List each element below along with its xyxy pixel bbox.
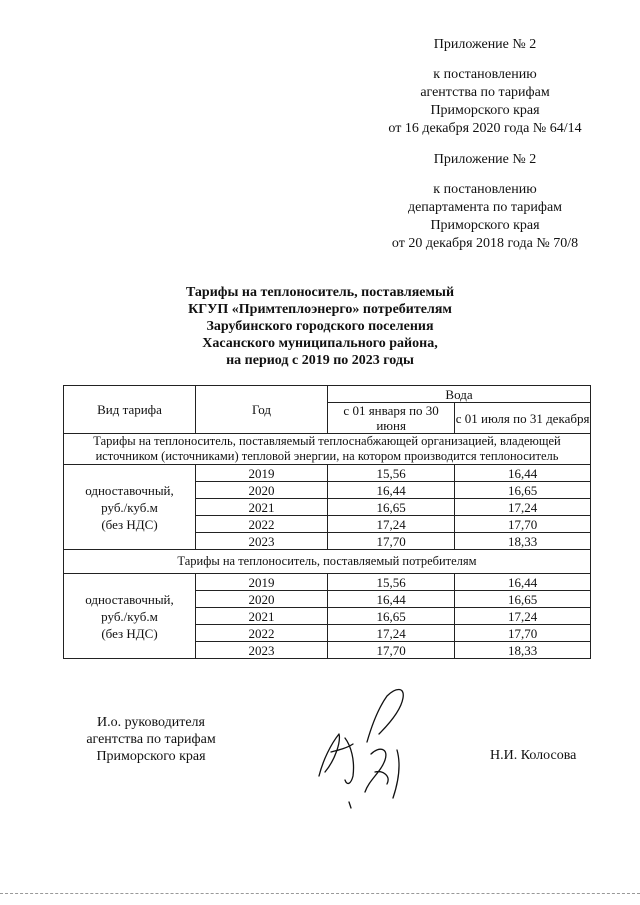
table-row — [64, 465, 591, 482]
tariff-value-cell: 18,33 — [455, 642, 591, 659]
appendix-line: от 20 декабря 2018 года № 70/8 — [391, 236, 579, 251]
tariff-value-cell: 17,24 — [455, 608, 591, 625]
section-title-producer: Тарифы на теплоноситель, поставляемый теплоснабжающей организацией, владеющей источником (источниками) тепловой энергии, на котором производится теплоноситель — [64, 434, 591, 465]
tariff-value-cell: 17,70 — [328, 533, 455, 550]
tariff-kind-line: одноставочный, — [85, 591, 174, 607]
tariff-value-cell: 15,56 — [328, 465, 455, 482]
document-title — [120, 284, 520, 369]
year-cell: 2019 — [196, 574, 328, 591]
year-cell: 2019 — [196, 465, 328, 482]
section-title-consumers: Тарифы на теплоноситель, поставляемый потребителям — [64, 550, 591, 574]
tariff-value-cell: 17,70 — [455, 625, 591, 642]
tariff-kind-line: (без НДС) — [101, 516, 158, 532]
appendix-line: к постановлению — [433, 182, 537, 197]
tariff-value-cell: 17,24 — [455, 499, 591, 516]
tariff-value-cell: 16,44 — [328, 591, 455, 608]
tariff-kind-cell — [64, 465, 196, 550]
scan-edge-divider — [0, 893, 640, 894]
year-cell: 2020 — [196, 591, 328, 608]
year-cell: 2023 — [196, 642, 328, 659]
title-line: КГУП «Примтеплоэнерго» потребителям — [188, 302, 452, 317]
tariff-value-cell: 16,65 — [328, 499, 455, 516]
tariff-value-cell: 16,44 — [328, 482, 455, 499]
signer-position — [66, 714, 236, 765]
tariff-value-cell: 17,24 — [328, 516, 455, 533]
tariff-value-cell: 16,44 — [455, 574, 591, 591]
tariff-kind-line: одноставочный, — [85, 482, 174, 498]
header-water: Вода — [328, 386, 591, 403]
year-cell: 2020 — [196, 482, 328, 499]
tariff-value-cell: 15,56 — [328, 574, 455, 591]
signer-position-line: агентства по тарифам — [86, 732, 216, 747]
appendix-note-department — [370, 151, 600, 253]
tariff-value-cell: 17,70 — [328, 642, 455, 659]
appendix-line: от 16 декабря 2020 года № 64/14 — [388, 121, 582, 136]
appendix-line: Приморского края — [430, 103, 540, 118]
title-line: Хасанского муниципального района, — [202, 336, 438, 351]
appendix-note-agency — [370, 36, 600, 138]
tariff-value-cell: 16,44 — [455, 465, 591, 482]
header-tariff-kind: Вид тарифа — [64, 386, 196, 434]
title-line: Тарифы на теплоноситель, поставляемый — [185, 285, 455, 300]
tariff-value-cell: 17,70 — [455, 516, 591, 533]
tariff-value-cell: 16,65 — [328, 608, 455, 625]
appendix-line: агентства по тарифам — [420, 85, 550, 100]
appendix-line: Приморского края — [430, 218, 540, 233]
tariff-value-cell: 16,65 — [455, 482, 591, 499]
tariff-kind-line: (без НДС) — [101, 625, 158, 641]
header-year: Год — [196, 386, 328, 434]
tariff-kind-line: руб./куб.м — [101, 499, 158, 515]
tariff-kind-line: руб./куб.м — [101, 608, 158, 624]
year-cell: 2022 — [196, 625, 328, 642]
signer-name: Н.И. Колосова — [490, 748, 577, 763]
appendix-line: департамента по тарифам — [407, 200, 563, 215]
year-cell: 2021 — [196, 608, 328, 625]
tariff-value-cell: 16,65 — [455, 591, 591, 608]
signer-position-line: Приморского края — [96, 749, 206, 764]
handwritten-signature — [305, 680, 425, 810]
signer-position-line: И.о. руководителя — [96, 715, 205, 730]
appendix-heading: Приложение № 2 — [433, 37, 537, 52]
title-line: на период с 2019 по 2023 годы — [226, 353, 414, 368]
table-row — [64, 574, 591, 591]
header-period-first-half: с 01 января по 30 июня — [328, 403, 455, 434]
appendix-heading: Приложение № 2 — [433, 152, 537, 167]
year-cell: 2022 — [196, 516, 328, 533]
title-line: Зарубинского городского поселения — [206, 319, 434, 334]
year-cell: 2021 — [196, 499, 328, 516]
tariff-value-cell: 17,24 — [328, 625, 455, 642]
tariff-value-cell: 18,33 — [455, 533, 591, 550]
year-cell: 2023 — [196, 533, 328, 550]
tariff-kind-cell — [64, 574, 196, 659]
tariff-table — [63, 385, 591, 659]
appendix-line: к постановлению — [433, 67, 537, 82]
header-period-second-half: с 01 июля по 31 декабря — [455, 403, 591, 434]
